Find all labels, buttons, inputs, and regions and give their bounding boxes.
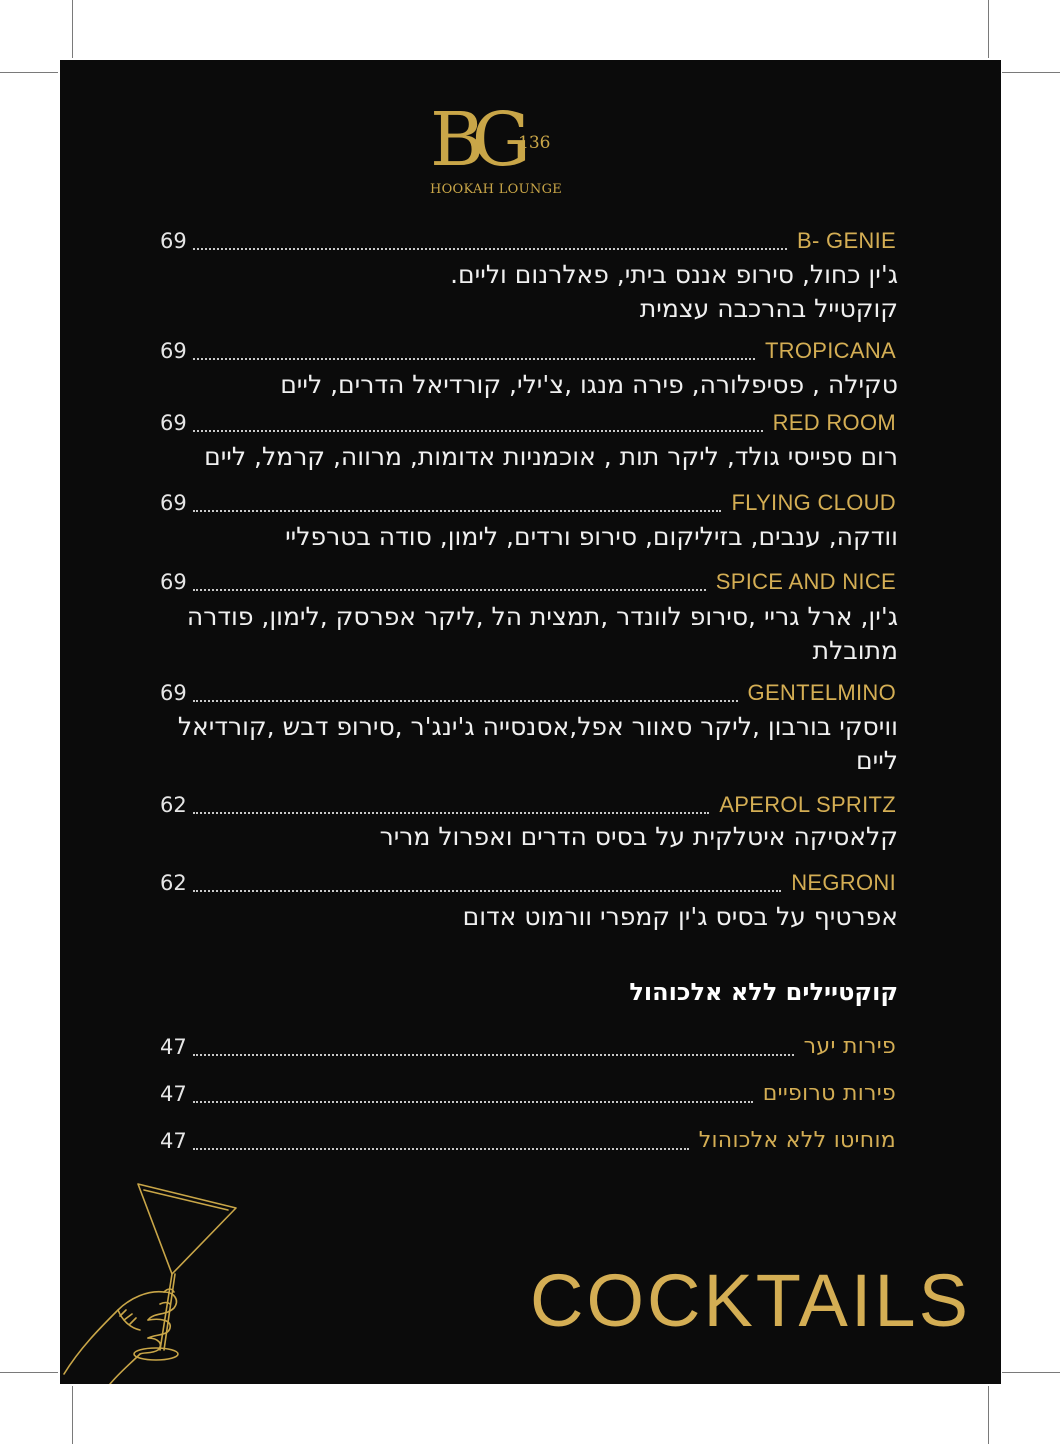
item-name: B- GENIE (797, 228, 896, 253)
logo (426, 97, 566, 200)
item-description: ג'ין, ארל גריי ,סירופ לוונדר ,תמצית הל ,ליקר אפרסק ,לימון, פודרה מתובלת (186, 602, 898, 665)
item-name: GENTELMINO (747, 680, 896, 705)
menu-card (60, 60, 1001, 1384)
item-name: RED ROOM (772, 410, 896, 435)
dot-leader (193, 510, 722, 512)
dot-leader (193, 248, 787, 250)
crop-mark (0, 72, 58, 73)
dot-leader (193, 700, 738, 702)
item-description: וויסקי בורבון ,ליקר סאוור אפל,אסנסייה ג'ינג'ר ,סירופ דבש ,קורדיאל ליים (177, 712, 898, 775)
item-price: 69 (160, 491, 187, 515)
menu-item-row (160, 408, 896, 438)
menu-item-row (160, 336, 896, 366)
crop-mark (988, 1386, 989, 1444)
menu-item-row (160, 567, 896, 597)
item-price: 47 (160, 1082, 187, 1106)
menu-item-row (160, 1032, 896, 1062)
logo-number: 136 (518, 133, 551, 153)
item-name: מוחיטו ללא אלכוהול (698, 1128, 896, 1153)
item-price: 62 (160, 871, 187, 895)
dot-leader (193, 1101, 753, 1103)
item-price: 47 (160, 1035, 187, 1059)
menu-item-row (160, 1126, 896, 1156)
menu-item-row (160, 678, 896, 708)
dot-leader (193, 358, 755, 360)
menu-item-row (160, 868, 896, 898)
dot-leader (193, 890, 781, 892)
item-name: פירות יער (803, 1034, 896, 1059)
item-price: 69 (160, 681, 187, 705)
logo-monogram: BG (430, 97, 517, 183)
section-heading: קוקטיילים ללא אלכוהול (629, 978, 898, 1006)
item-name: פירות טרופיים (762, 1081, 896, 1106)
crop-mark (1002, 1372, 1060, 1373)
menu-item-row (160, 1079, 896, 1109)
crop-mark (72, 0, 73, 58)
crop-mark (1002, 72, 1060, 73)
item-price: 69 (160, 339, 187, 363)
item-description: ג'ין כחול, סירופ אננס ביתי, פאלרנום וליים. קוקטייל בהרכבה עצמית (450, 260, 898, 323)
dot-leader (193, 1054, 794, 1056)
crop-mark (988, 0, 989, 58)
item-name: SPICE AND NICE (715, 569, 896, 594)
crop-mark (0, 1372, 58, 1373)
item-name: APEROL SPRITZ (719, 792, 896, 817)
dot-leader (193, 812, 710, 814)
page-title: COCKTAILS (530, 1259, 971, 1342)
item-price: 47 (160, 1129, 187, 1153)
logo-subtitle: HOOKAH LOUNGE (429, 182, 563, 197)
martini-hand-illustration (60, 1178, 250, 1384)
item-description: קלאסיקה איטלקית על בסיס הדרים ואפרול מריר (379, 822, 898, 851)
dot-leader (193, 1148, 689, 1150)
item-price: 69 (160, 411, 187, 435)
crop-mark (72, 1386, 73, 1444)
item-price: 69 (160, 570, 187, 594)
dot-leader (193, 430, 763, 432)
item-description: טקילה , פסיפלורה, פירה מנגו ,צ'ילי, קורדיאל הדרים, ליים (280, 370, 898, 399)
item-price: 69 (160, 229, 187, 253)
item-description: רום ספייסי גולד, ליקר תות , אוכמניות אדומות, מרווה, קרמל, ליים (204, 442, 898, 471)
item-price: 62 (160, 793, 187, 817)
item-description: אפרטיף על בסיס ג'ין קמפרי וורמוט אדום (462, 902, 898, 931)
item-name: TROPICANA (764, 338, 896, 363)
menu-item-row (160, 790, 896, 820)
item-name: NEGRONI (791, 870, 896, 895)
dot-leader (193, 589, 706, 591)
item-description: וודקה, ענבים, בזיליקום, סירופ ורדים, לימון, סודה בטרפליי (285, 522, 898, 551)
menu-item-row (160, 226, 896, 256)
menu-item-row (160, 488, 896, 518)
item-name: FLYING CLOUD (731, 490, 896, 515)
